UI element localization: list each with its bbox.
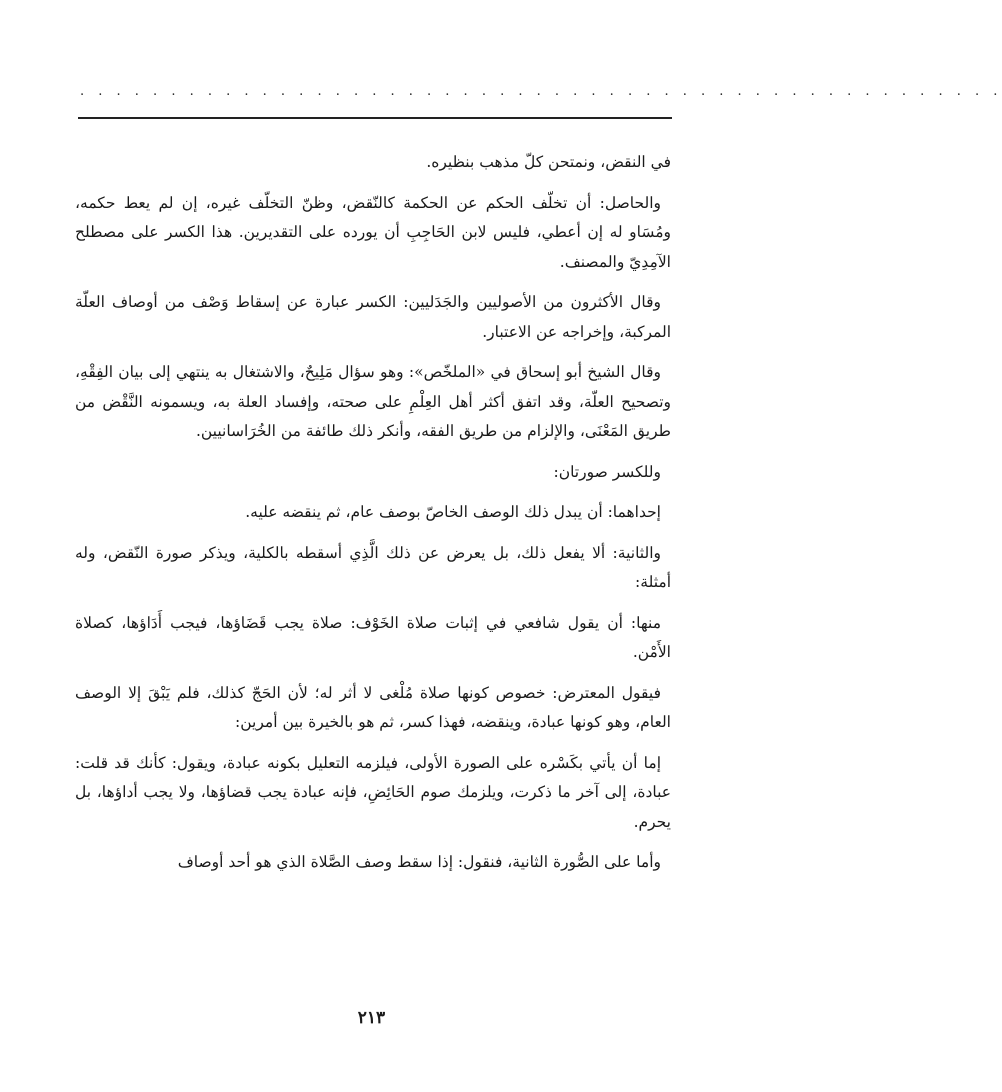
paragraph-8: منها: أن يقول شافعي في إثبات صلاة الخَوْف: صلاة يجب قَضَاؤها، فيجب أَدَاؤها، كصلاة الأَمْن. — [75, 613, 671, 661]
header-rule — [78, 117, 672, 119]
paragraph-5: وللكسر صورتان: — [553, 462, 661, 481]
paragraph-9: فيقول المعترض: خصوص كونها صلاة مُلْغى لا أثر له؛ لأن الحَجّ كذلك، فلم يَبْقَ إلا الوصف العام، وهو كونها عبادة، وينقضه، فهذا كسر، ثم هو بالخيرة بين أمرين: — [75, 683, 671, 731]
paragraph-1: في النقض، ونمتحن كلّ مذهب بنظيره. — [426, 153, 671, 171]
paragraph-2: والحاصل: أن تخلّف الحكم عن الحكمة كالنّقض، وظنّ التخلّف غيره، إن لم يعط حكمه، ومُسَاو له إن أعطي، فليس لابن الحَاجِبِ أن يورده على التقديرين. هذا الكسر على مصطلح الآمِدِيّ والمصنف. — [75, 193, 671, 271]
header-dotted-line: . . . . . . . . . . . . . . . . . . . . . . . . . . . . . . . . . . . . . . . . . . . . . . . . . . . — [80, 84, 1002, 99]
paragraph-10: إما أن يأتي بكَسْره على الصورة الأولى، فيلزمه التعليل بكونه عبادة، ويقول: كأنك قد قلت: عبادة، إلى آخر ما ذكرت، ويلزمك صوم الحَائِضِ، فإنه عبادة يجب قضاؤها، ولا يجب أداؤها، بل يحرم. — [75, 753, 671, 831]
paragraph-6: إحداهما: أن يبدل ذلك الوصف الخاصّ بوصف عام، ثم ينقضه عليه. — [245, 503, 661, 521]
page-number: ٢١٣ — [357, 1008, 386, 1028]
paragraph-4: وقال الشيخ أبو إسحاق في «الملخّص»: وهو سؤال مَلِيحٌ، والاشتغال به ينتهي إلى بيان الفِقْهِ، وتصحيح العلّة، وقد اتفق أكثر أهل العِلْمِ على صحته، وإفساد العلة به، ويسمونه النَّقْض من طريق المَعْنَى، والإلزام من طريق الفقه، وأنكر ذلك طائفة من الخُرَاسانيين. — [75, 363, 671, 440]
page-body — [75, 148, 671, 889]
paragraph-3: وقال الأكثرون من الأصوليين والجَدَليين: الكسر عبارة عن إسقاط وَصْف من أوصاف العلّة المركبة، وإخراجه عن الاعتبار. — [75, 293, 671, 341]
paragraph-7: والثانية: ألا يفعل ذلك، بل يعرض عن ذلك الَّذِي أسقطه بالكلية، ويذكر صورة النّقض، وله أمثلة: — [75, 543, 671, 591]
paragraph-11: وأما على الصُّورة الثانية، فنقول: إذا سقط وصف الصَّلاة الذي هو أحد أوصاف — [177, 853, 661, 871]
